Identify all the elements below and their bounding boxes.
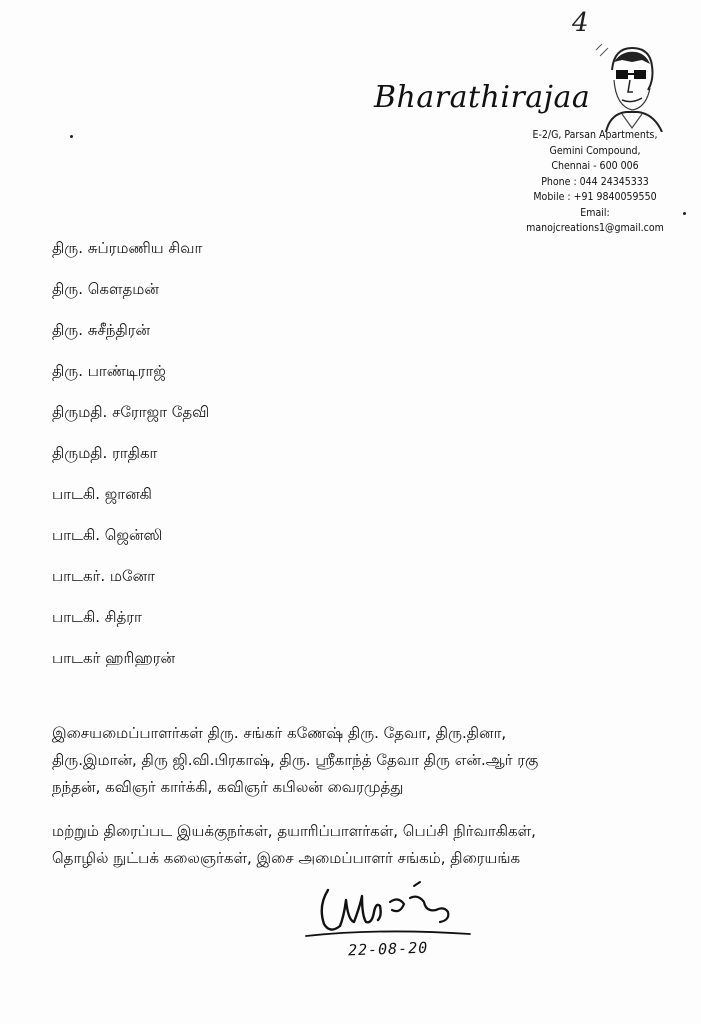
composers-paragraph [52,720,652,801]
handwritten-signature [300,876,480,946]
address-line: Gemini Compound, [549,144,641,157]
stray-mark [70,135,73,138]
address-line: E-2/G, Parsan Apartments, [532,129,658,141]
portrait-sketch-icon [592,40,666,132]
paragraph-line: மற்றும் திரைப்பட இயக்குநர்கள், தயாரிப்பாளர்கள், பெப்சி நிர்வாகிகள், [52,822,536,840]
recipient-item: பாடகி. சித்ரா [52,608,142,626]
email-label: Email: [580,206,610,219]
email-address: manojcreations1@gmail.com [526,222,664,234]
recipient-item: திருமதி. சரோஜா தேவி [52,403,210,421]
page-number: 4 [572,8,589,38]
stray-mark [683,212,686,215]
recipient-item: பாடகி. ஜானகி [52,485,152,503]
recipient-item: திரு. கௌதமன் [52,280,159,298]
phone-line: Phone : 044 24345333 [541,175,649,188]
industry-paragraph [52,818,652,872]
paragraph-line: திரு.இமான், திரு ஜி.வி.பிரகாஷ், திரு. ஸ்ரீகாந்த் தேவா திரு என்.ஆர் ரகு [52,751,539,769]
recipient-item: திரு. பாண்டிராஜ் [52,362,166,380]
recipient-item: திரு. சுசீந்திரன் [52,321,151,339]
mobile-line: Mobile : +91 9840059550 [533,191,657,203]
paragraph-line: இசையமைப்பாளர்கள் திரு. சங்கர் கணேஷ் திரு. தேவா, திரு.தினா, [52,724,507,742]
recipient-item: பாடகர் ஹரிஹரன் [52,649,175,667]
paragraph-line: தொழில் நுட்பக் கலைஞர்கள், இசை அமைப்பாளர் சங்கம், திரையங்க [52,849,521,867]
signature-date: 22-08-20 [347,938,429,960]
recipient-item: திருமதி. ராதிகா [52,444,158,462]
letterhead-address [520,128,670,237]
recipient-item: திரு. சுப்ரமணிய சிவா [52,239,203,257]
recipient-list [52,238,612,689]
recipient-item: பாடகி. ஜென்ஸி [52,526,163,544]
letterhead-brand: Bharathirajaa [374,80,591,115]
address-line: Chennai - 600 006 [551,160,639,172]
paragraph-line: நந்தன், கவிஞர் கார்க்கி, கவிஞர் கபிலன் வைரமுத்து [52,778,404,796]
recipient-item: பாடகர். மனோ [52,567,156,585]
